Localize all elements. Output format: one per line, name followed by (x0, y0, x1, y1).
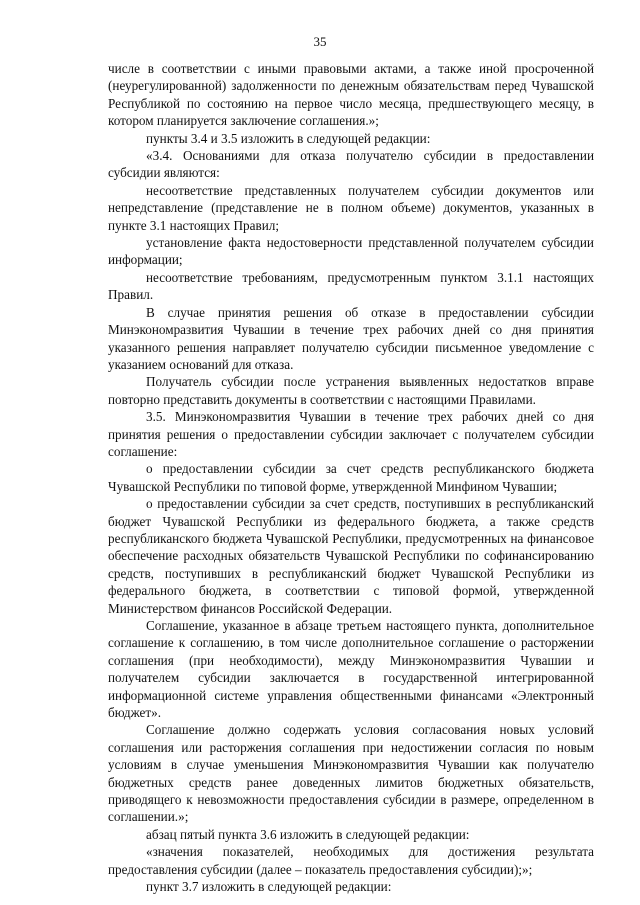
paragraph: 3.5. Минэкономразвития Чувашии в течение трех рабочих дней со дня принятия решения о предоставлении субсидии заключает с получателем субсидии соглашение: (108, 409, 594, 459)
paragraph: абзац пятый пункта 3.6 изложить в следующей редакции: (146, 826, 470, 842)
paragraph: В случае принятия решения об отказе в предоставлении субсидии Минэкономразвития Чувашии в течение трех рабочих дней со дня принятия указанного решения направляет получателю субсидии письменное уведомление с указанием оснований для отказа. (108, 304, 594, 372)
paragraph: о предоставлении субсидии за счет средств, поступивших в республиканский бюджет Чувашской Республики из федерального бюджета, а также средств республиканского бюджета Чувашской Республики, предусмотренных на финансовое обеспечение расходных обязательств Чувашской Республики по софинансированию средств, поступивших в республиканский бюджет Чувашской Республики из федерального бюджета, в соответствии с типовой формой, утвержденной Министерством финансов Российской Федерации. (108, 496, 594, 616)
page-number: 35 (313, 34, 327, 49)
paragraph: «3.4. Основаниями для отказа получателю субсидии в предоставлении субсидии являются: (108, 148, 594, 181)
paragraph: «значения показателей, необходимых для достижения результата предоставления субсидии (далее – показатель предоставления субсидии);»; (108, 844, 594, 877)
paragraph-continuation: числе в соответствии с иными правовыми актами, а также иной просроченной (неурегулированной) задолженности по денежным обязательствам перед Чувашской Республикой по состоянию на первое число месяца, предшествующего месяцу, в котором планируется заключение соглашения.»; (108, 61, 594, 129)
paragraph: Соглашение должно содержать условия согласования новых условий соглашения или расторжения соглашения при недостижении согласия по новым условиям в случае уменьшения Минэкономразвития Чувашии как получателю бюджетных средств ранее доведенных лимитов бюджетных обязательств, приводящего к невозможности предоставления субсидии в размере, определенном в соглашении.»; (108, 722, 594, 825)
paragraph: установление факта недостоверности представленной получателем субсидии информации; (108, 235, 594, 268)
paragraph: пункт 3.7 изложить в следующей редакции: (146, 879, 392, 895)
paragraph: несоответствие требованиям, предусмотренным пунктом 3.1.1 настоящих Правил. (108, 269, 594, 303)
paragraph: несоответствие представленных получателем субсидии документов или непредставление (представление не в полном объеме) документов, указанных в пункте 3.1 настоящих Правил; (108, 182, 594, 233)
paragraph: о предоставлении субсидии за счет средств республиканского бюджета Чувашской Республики по типовой форме, утвержденной Минфином Чувашии; (108, 461, 594, 494)
paragraph: пункты 3.4 и 3.5 изложить в следующей редакции: (146, 130, 431, 146)
paragraph: Соглашение, указанное в абзаце третьем настоящего пункта, дополнительное соглашение к соглашению, в том числе дополнительное соглашение о расторжении соглашения (при необходимости), между Минэкономразвития Чувашии и получателем субсидии заключается в государственной интегрированной информационной системе управления общественными финансами «Электронный бюджет». (108, 618, 594, 721)
paragraph: Получатель субсидии после устранения выявленных недостатков вправе повторно представить документы в соответствии с настоящими Правилами. (108, 374, 594, 407)
document-body (108, 60, 594, 896)
